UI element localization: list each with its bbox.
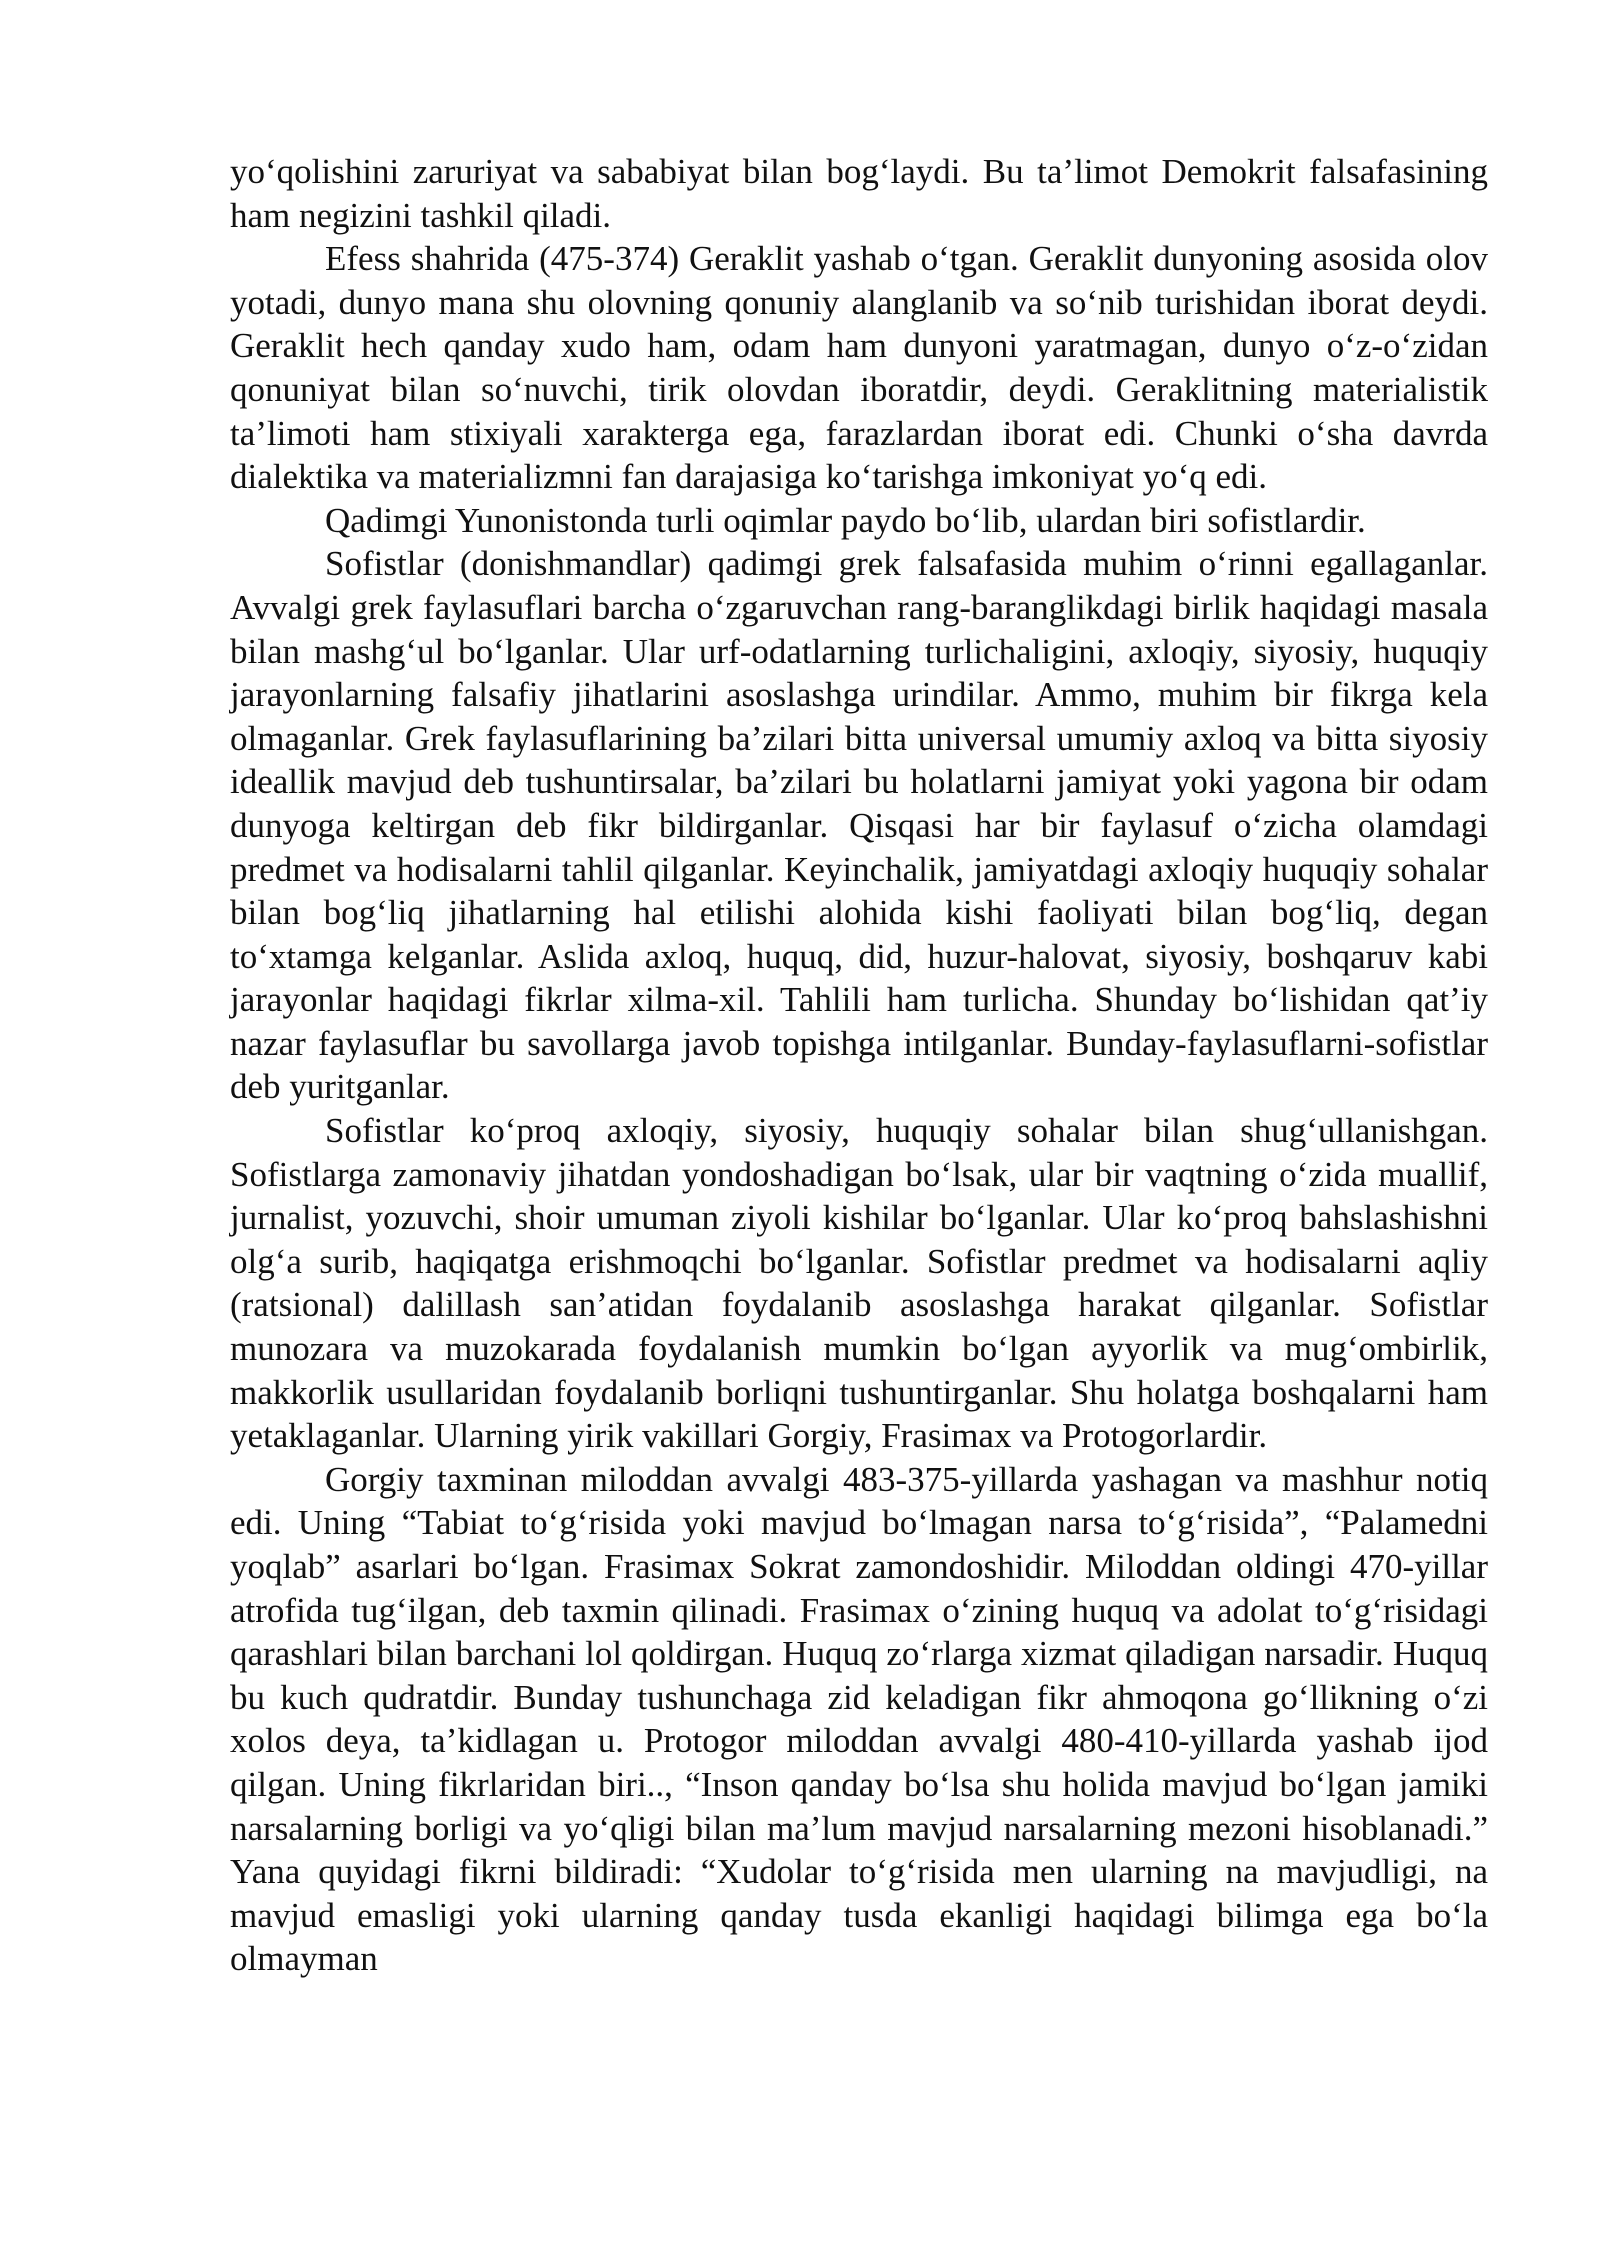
- paragraph-yunoniston: Qadimgi Yunonistonda turli oqimlar paydo bo‘lib, ulardan biri sofistlardir.: [325, 500, 1366, 540]
- paragraph-geraklit: Efess shahrida (475-374) Geraklit yashab o‘tgan. Geraklit dunyoning asosida olov yotadi, dunyo mana shu olovning qonuniy alanglanib va so‘nib turishidan iborat deydi. Geraklit hech qanday xudo ham, odam ham dunyoni yaratmagan, dunyo o‘z-o‘zidan qonuniyat bilan so‘nuvchi, tirik olovdan iboratdir, deydi. Geraklitning materialistik ta’limoti ham stixiyali xarakterga ega, farazlardan iborat edi. Chunki o‘sha davrda dialektika va materializmni fan darajasiga ko‘tarishga imkoniyat yo‘q edi.: [230, 239, 1488, 497]
- paragraph-sofistlar-intro: Sofistlar (donishmandlar) qadimgi grek falsafasida muhim o‘rinni egallaganlar. Avvalgi grek faylasuflari barcha o‘zgaruvchan rang-baranglikdagi birlik haqidagi masala bilan mashg‘ul bo‘lganlar. Ular urf-odatlarning turlichaligini, axloqiy, siyosiy, huquqiy jarayonlarning falsafiy jihatlarini asoslashga urindilar. Ammo, muhim bir fikrga kela olmaganlar. Grek faylasuflarining ba’zilari bitta universal umumiy axloq va bitta siyosiy ideallik mavjud deb tushuntirsalar, ba’zilari bu holatlarni jamiyat yoki yagona bir odam dunyoga keltirgan deb fikr bildirganlar. Qisqasi har bir faylasuf o‘zicha olamdagi predmet va hodisalarni tahlil qilganlar. Keyinchalik, jamiyatdagi axloqiy huquqiy sohalar bilan bog‘liq jihatlarning hal etilishi alohida kishi faoliyati bilan bog‘liq, degan to‘xtamga kelganlar. Aslida axloq, huquq, did, huzur-halovat, siyosiy, boshqaruv kabi jarayonlar haqidagi fikrlar xilma-xil. Tahlili ham turlicha. Shunday bo‘lishidan qat’iy nazar faylasuflar bu savollarga javob topishga intilganlar. Bunday-faylasuflarni-sofistlar deb yuritganlar.: [230, 544, 1488, 1107]
- document-page: [230, 150, 1488, 1981]
- paragraph-sofistlar-details: Sofistlar ko‘proq axloqiy, siyosiy, huquqiy sohalar bilan shug‘ullanishgan. Sofistlarga zamonaviy jihatdan yondoshadigan bo‘lsak, ular bir vaqtning o‘zida muallif, jurnalist, yozuvchi, shoir umuman ziyoli kishilar bo‘lganlar. Ular ko‘proq bahslashishni olg‘a surib, haqiqatga erishmoqchi bo‘lganlar. Sofistlar predmet va hodisalarni aqliy (ratsional) dalillash san’atidan foydalanib asoslashga harakat qilganlar. Sofistlar munozara va muzokarada foydalanish mumkin bo‘lgan ayyorlik va mug‘ombirlik, makkorlik usullaridan foydalanib borliqni tushuntirganlar. Shu holatga boshqalarni ham yetaklaganlar. Ularning yirik vakillari Gorgiy, Frasimax va Protogorlardir.: [230, 1111, 1488, 1456]
- paragraph-continuation: yo‘qolishini zaruriyat va sababiyat bilan bog‘laydi. Bu ta’limot Demokrit falsafasining ham negizini tashkil qiladi.: [230, 152, 1488, 235]
- paragraph-gorgiy: Gorgiy taxminan miloddan avvalgi 483-375-yillarda yashagan va mashhur notiq edi. Uning “Tabiat to‘g‘risida yoki mavjud bo‘lmagan narsa to‘g‘risida”, “Palamedni yoqlab” asarlari bo‘lgan. Frasimax Sokrat zamondoshidir. Miloddan oldingi 470-yillar atrofida tug‘ilgan, deb taxmin qilinadi. Frasimax o‘zining huquq va adolat to‘g‘risidagi qarashlari bilan barchani lol qoldirgan. Huquq zo‘rlarga xizmat qiladigan narsadir. Huquq bu kuch qudratdir. Bunday tushunchaga zid keladigan fikr ahmoqona go‘llikning o‘zi xolos deya, ta’kidlagan u. Protogor miloddan avvalgi 480-410-yillarda yashab ijod qilgan. Uning fikrlaridan biri.., “Inson qanday bo‘lsa shu holida mavjud bo‘lgan jamiki narsalarning borligi va yo‘qligi bilan ma’lum mavjud narsalarning mezoni hisoblanadi.” Yana quyidagi fikrni bildiradi: “Xudolar to‘g‘risida men ularning na mavjudligi, na mavjud emasligi yoki ularning qanday tusda ekanligi haqidagi bilimga ega bo‘la olmayman: [230, 1459, 1488, 1979]
